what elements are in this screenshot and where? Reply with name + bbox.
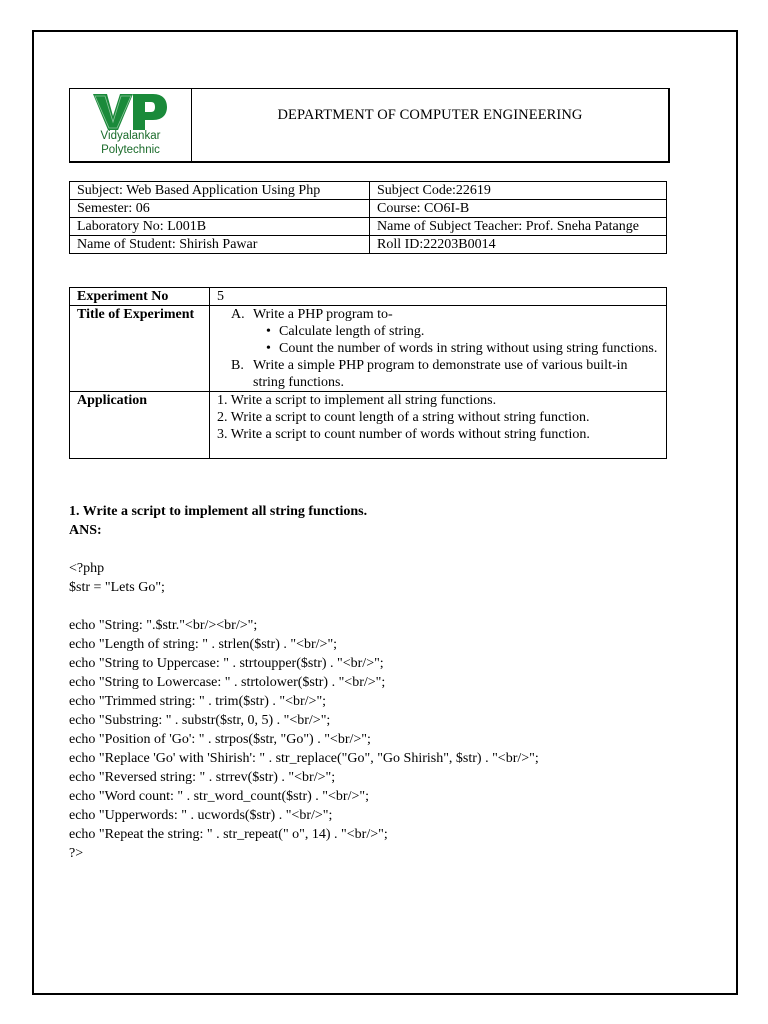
code-line: ?> [69,846,84,861]
experiment-no-label: Experiment No [70,288,210,306]
code-line: echo "Trimmed string: " . trim($str) . "<br/>"; [69,694,327,709]
application-label: Application [70,392,210,459]
student-name: Name of Student: Shirish Pawar [70,236,370,254]
code-line: echo "Length of string: " . strlen($str) . "<br/>"; [69,637,338,652]
code-line: echo "String: ".$str."<br/><br/>"; [69,618,258,633]
code-line: echo "Replace 'Go' with 'Shirish': " . str_replace("Go", "Go Shirish", $str) . "<br/>"; [69,751,539,766]
code-line: echo "String to Uppercase: " . strtoupper($str) . "<br/>"; [69,656,384,671]
lab-no: Laboratory No: L001B [70,218,370,236]
title-label: Title of Experiment [70,306,210,392]
application-list [210,392,667,459]
subject-code: Subject Code:22619 [370,182,667,200]
table-row [70,288,667,306]
list-item: 1. Write a script to implement all string functions. [217,393,497,408]
course: Course: CO6I-B [370,200,667,218]
table-row [70,306,667,392]
code-line: echo "Position of 'Go': " . strpos($str, "Go") . "<br/>"; [69,732,371,747]
list-item: A. Write a PHP program to- [231,307,393,322]
ans-label: ANS: [69,523,102,538]
code-line: echo "Substring: " . substr($str, 0, 5) . "<br/>"; [69,713,331,728]
header-box [69,88,670,163]
table-row [70,182,667,200]
info-table [69,181,667,254]
logo-line1: Vidyalankar [100,130,161,142]
logo-line2: Polytechnic [101,144,160,156]
vp-logo-icon [93,92,167,132]
department-title: DEPARTMENT OF COMPUTER ENGINEERING [277,106,583,123]
code-line: echo "Reversed string: " . strrev($str) . "<br/>"; [69,770,336,785]
experiment-title [210,306,667,392]
table-row [70,218,667,236]
code-line: echo "String to Lowercase: " . strtolower($str) . "<br/>"; [69,675,386,690]
code-line: <?php [69,561,105,576]
code-line: echo "Upperwords: " . ucwords($str) . "<br/>"; [69,808,333,823]
table-row [70,236,667,254]
logo [70,89,192,161]
list-item: B. Write a simple PHP program to demonstrate use of various built-in string functions. [231,358,628,390]
code-line: echo "Word count: " . str_word_count($str) . "<br/>"; [69,789,369,804]
table-row [70,392,667,459]
question-heading: 1. Write a script to implement all string functions. [69,504,368,519]
list-item: 2. Write a script to count length of a string without string function. [217,410,590,425]
experiment-table [69,287,667,459]
code-line: $str = "Lets Go"; [69,580,165,595]
teacher: Name of Subject Teacher: Prof. Sneha Patange [370,218,667,236]
table-row [70,200,667,218]
semester: Semester: 06 [70,200,370,218]
answer-section [69,502,689,863]
code-line: echo "Repeat the string: " . str_repeat(" o", 14) . "<br/>"; [69,827,388,842]
roll-id: Roll ID:22203B0014 [370,236,667,254]
list-item: 3. Write a script to count number of words without string function. [217,427,590,442]
experiment-no-value: 5 [210,288,667,306]
subject: Subject: Web Based Application Using Php [70,182,370,200]
list-item: • Calculate length of string. [266,324,425,339]
list-item: • Count the number of words in string without using string functions. [266,341,658,356]
